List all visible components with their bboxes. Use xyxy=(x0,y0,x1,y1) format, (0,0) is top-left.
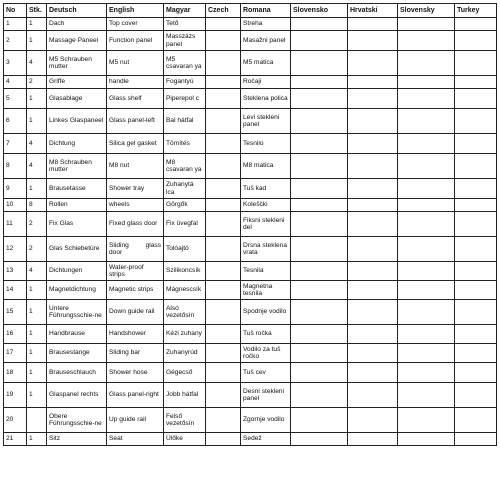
cell-stk: 1 xyxy=(27,344,47,363)
table-row xyxy=(4,76,497,89)
cell-magyar: Tolóajtó xyxy=(164,237,206,262)
cell-magyar: Mágnescsík xyxy=(164,281,206,300)
cell-slovensko xyxy=(291,300,348,325)
cell-slovensky xyxy=(398,89,455,109)
cell-slovensky xyxy=(398,325,455,344)
cell-hrvatski xyxy=(348,363,398,383)
cell-turkey xyxy=(455,199,497,212)
cell-stk: 2 xyxy=(27,237,47,262)
cell-deutsch: Glasablage xyxy=(47,89,107,109)
cell-czech xyxy=(206,344,241,363)
cell-stk: 1 xyxy=(27,31,47,51)
cell-hrvatski xyxy=(348,31,398,51)
cell-no: 2 xyxy=(4,31,27,51)
cell-deutsch: Untere Führungsschie-ne xyxy=(47,300,107,325)
cell-english: Down guide rail xyxy=(107,300,164,325)
cell-english: Glass panel-left xyxy=(107,109,164,134)
cell-slovensky xyxy=(398,179,455,199)
cell-turkey xyxy=(455,179,497,199)
cell-slovensky xyxy=(398,31,455,51)
cell-turkey xyxy=(455,433,497,446)
cell-deutsch: Glas Schiebetüre xyxy=(47,237,107,262)
cell-turkey xyxy=(455,325,497,344)
cell-turkey xyxy=(455,109,497,134)
cell-slovensky xyxy=(398,134,455,154)
cell-romana: Streha xyxy=(241,18,291,31)
cell-stk: 1 xyxy=(27,109,47,134)
cell-no: 8 xyxy=(4,154,27,179)
cell-turkey xyxy=(455,212,497,237)
cell-hrvatski xyxy=(348,134,398,154)
cell-stk: 1 xyxy=(27,300,47,325)
table-row xyxy=(4,109,497,134)
cell-slovensko xyxy=(291,89,348,109)
cell-magyar: Tető xyxy=(164,18,206,31)
cell-czech xyxy=(206,237,241,262)
cell-czech xyxy=(206,154,241,179)
cell-hrvatski xyxy=(348,300,398,325)
parts-table xyxy=(3,3,497,446)
cell-romana: Tesnilo xyxy=(241,134,291,154)
cell-no: 12 xyxy=(4,237,27,262)
cell-slovensky xyxy=(398,383,455,408)
cell-turkey xyxy=(455,31,497,51)
cell-slovensko xyxy=(291,199,348,212)
cell-stk: 2 xyxy=(27,76,47,89)
cell-slovensko xyxy=(291,383,348,408)
cell-czech xyxy=(206,199,241,212)
cell-slovensko xyxy=(291,344,348,363)
cell-english: Magnetic strips xyxy=(107,281,164,300)
cell-romana: Sedež xyxy=(241,433,291,446)
cell-czech xyxy=(206,262,241,281)
cell-english: Glass panel-right xyxy=(107,383,164,408)
cell-deutsch: Brausetasse xyxy=(47,179,107,199)
cell-no: 13 xyxy=(4,262,27,281)
cell-stk: 1 xyxy=(27,433,47,446)
cell-czech xyxy=(206,433,241,446)
cell-czech xyxy=(206,51,241,76)
cell-hrvatski xyxy=(348,76,398,89)
cell-english: Shower hose xyxy=(107,363,164,383)
cell-stk xyxy=(27,408,47,433)
cell-stk: 1 xyxy=(27,179,47,199)
cell-turkey xyxy=(455,281,497,300)
cell-stk: 2 xyxy=(27,212,47,237)
cell-romana: Vodilo za tuš ročko xyxy=(241,344,291,363)
cell-magyar: Bal hátfal xyxy=(164,109,206,134)
cell-no: 7 xyxy=(4,134,27,154)
cell-no: 10 xyxy=(4,199,27,212)
cell-hrvatski xyxy=(348,199,398,212)
cell-romana: Drsna steklena vrata xyxy=(241,237,291,262)
table-row xyxy=(4,325,497,344)
cell-deutsch: Sitz xyxy=(47,433,107,446)
cell-english: Water-proof strips xyxy=(107,262,164,281)
cell-stk: 4 xyxy=(27,262,47,281)
cell-hrvatski xyxy=(348,51,398,76)
cell-turkey xyxy=(455,134,497,154)
cell-turkey xyxy=(455,262,497,281)
cell-magyar: Jobb hátfal xyxy=(164,383,206,408)
cell-slovensko xyxy=(291,179,348,199)
cell-hrvatski xyxy=(348,344,398,363)
table-row xyxy=(4,18,497,31)
cell-stk: 1 xyxy=(27,383,47,408)
header-magyar: Magyar xyxy=(164,4,206,18)
cell-romana: Tesnila xyxy=(241,262,291,281)
cell-deutsch: M8 Schrauben mutter xyxy=(47,154,107,179)
cell-czech xyxy=(206,363,241,383)
cell-romana: Tuš cev xyxy=(241,363,291,383)
cell-turkey xyxy=(455,237,497,262)
cell-stk: 4 xyxy=(27,154,47,179)
cell-romana: Zgornje vodilo xyxy=(241,408,291,433)
cell-magyar: Tömítés xyxy=(164,134,206,154)
cell-slovensky xyxy=(398,199,455,212)
cell-czech xyxy=(206,134,241,154)
cell-slovensky xyxy=(398,237,455,262)
cell-magyar: Zuhanytá lca xyxy=(164,179,206,199)
cell-magyar: Görgők xyxy=(164,199,206,212)
cell-hrvatski xyxy=(348,179,398,199)
cell-czech xyxy=(206,383,241,408)
table-row xyxy=(4,281,497,300)
cell-deutsch: Griffe xyxy=(47,76,107,89)
table-row xyxy=(4,383,497,408)
cell-english: Silica gel gasket xyxy=(107,134,164,154)
cell-romana: Levi stekleni panel xyxy=(241,109,291,134)
cell-english: Top cover xyxy=(107,18,164,31)
table-row xyxy=(4,433,497,446)
cell-slovensky xyxy=(398,281,455,300)
cell-hrvatski xyxy=(348,18,398,31)
cell-magyar: Masszázs panel xyxy=(164,31,206,51)
header-english: English xyxy=(107,4,164,18)
cell-hrvatski xyxy=(348,154,398,179)
cell-romana: Magnetna tesnila xyxy=(241,281,291,300)
cell-czech xyxy=(206,325,241,344)
cell-stk: 1 xyxy=(27,89,47,109)
cell-slovensky xyxy=(398,363,455,383)
cell-no: 19 xyxy=(4,383,27,408)
cell-romana: Steklena polica xyxy=(241,89,291,109)
cell-romana: M8 matica xyxy=(241,154,291,179)
header-row xyxy=(4,4,497,18)
cell-czech xyxy=(206,18,241,31)
table-row xyxy=(4,300,497,325)
table-row xyxy=(4,154,497,179)
cell-romana: Spodnje vodilo xyxy=(241,300,291,325)
cell-czech xyxy=(206,281,241,300)
table-row xyxy=(4,134,497,154)
cell-magyar: Gégecső xyxy=(164,363,206,383)
cell-magyar: Piperepol c xyxy=(164,89,206,109)
cell-english: Function panel xyxy=(107,31,164,51)
cell-slovensky xyxy=(398,109,455,134)
cell-slovensky xyxy=(398,262,455,281)
cell-turkey xyxy=(455,300,497,325)
cell-turkey xyxy=(455,408,497,433)
cell-hrvatski xyxy=(348,109,398,134)
cell-czech xyxy=(206,89,241,109)
cell-czech xyxy=(206,212,241,237)
cell-slovensko xyxy=(291,433,348,446)
cell-deutsch: Obere Führungsschie-ne xyxy=(47,408,107,433)
cell-hrvatski xyxy=(348,212,398,237)
cell-stk: 8 xyxy=(27,199,47,212)
cell-english: Sliding glass door xyxy=(107,237,164,262)
cell-no: 18 xyxy=(4,363,27,383)
cell-hrvatski xyxy=(348,325,398,344)
cell-no: 1 xyxy=(4,18,27,31)
cell-no: 11 xyxy=(4,212,27,237)
cell-no: 9 xyxy=(4,179,27,199)
cell-czech xyxy=(206,179,241,199)
cell-slovensko xyxy=(291,18,348,31)
cell-turkey xyxy=(455,18,497,31)
cell-hrvatski xyxy=(348,89,398,109)
cell-slovensky xyxy=(398,433,455,446)
cell-turkey xyxy=(455,76,497,89)
cell-english: Sliding bar xyxy=(107,344,164,363)
cell-deutsch: Glaspanel rechts xyxy=(47,383,107,408)
cell-stk: 1 xyxy=(27,325,47,344)
cell-slovensko xyxy=(291,363,348,383)
cell-magyar: Alsó vezetősín xyxy=(164,300,206,325)
cell-no: 15 xyxy=(4,300,27,325)
cell-slovensko xyxy=(291,109,348,134)
cell-romana: Masažni panel xyxy=(241,31,291,51)
cell-no: 16 xyxy=(4,325,27,344)
cell-magyar: Kézi zuhany xyxy=(164,325,206,344)
cell-slovensky xyxy=(398,18,455,31)
cell-hrvatski xyxy=(348,433,398,446)
cell-turkey xyxy=(455,51,497,76)
cell-no: 21 xyxy=(4,433,27,446)
cell-slovensky xyxy=(398,212,455,237)
table-row xyxy=(4,408,497,433)
cell-romana: Fiksni stekleni del xyxy=(241,212,291,237)
cell-czech xyxy=(206,76,241,89)
cell-magyar: M8 csavaran ya xyxy=(164,154,206,179)
cell-turkey xyxy=(455,154,497,179)
cell-romana: Tuš ročka xyxy=(241,325,291,344)
cell-no: 20 xyxy=(4,408,27,433)
cell-czech xyxy=(206,408,241,433)
table-row xyxy=(4,262,497,281)
cell-hrvatski xyxy=(348,281,398,300)
cell-romana: Koleščki xyxy=(241,199,291,212)
cell-no: 4 xyxy=(4,76,27,89)
cell-romana: M5 matica xyxy=(241,51,291,76)
cell-magyar: Fogantyú xyxy=(164,76,206,89)
table-row xyxy=(4,31,497,51)
cell-czech xyxy=(206,300,241,325)
cell-deutsch: Fix Glas xyxy=(47,212,107,237)
cell-hrvatski xyxy=(348,383,398,408)
cell-magyar: Zuhanyrúd xyxy=(164,344,206,363)
header-no: No xyxy=(4,4,27,18)
cell-magyar: Ülőke xyxy=(164,433,206,446)
header-hrvatski: Hrvatski xyxy=(348,4,398,18)
cell-deutsch: Linkes Glaspaneel xyxy=(47,109,107,134)
cell-slovensko xyxy=(291,408,348,433)
table-row xyxy=(4,344,497,363)
cell-slovensko xyxy=(291,31,348,51)
cell-english: Fixed glass door xyxy=(107,212,164,237)
cell-english: M5 nut xyxy=(107,51,164,76)
cell-hrvatski xyxy=(348,237,398,262)
cell-hrvatski xyxy=(348,262,398,281)
header-deutsch: Deutsch xyxy=(47,4,107,18)
cell-turkey xyxy=(455,383,497,408)
cell-slovensko xyxy=(291,134,348,154)
cell-slovensky xyxy=(398,154,455,179)
table-row xyxy=(4,363,497,383)
table-row xyxy=(4,199,497,212)
cell-slovensko xyxy=(291,212,348,237)
cell-romana: Ročaji xyxy=(241,76,291,89)
cell-stk: 4 xyxy=(27,51,47,76)
cell-hrvatski xyxy=(348,408,398,433)
cell-magyar: Fix üvegfal xyxy=(164,212,206,237)
cell-slovensky xyxy=(398,76,455,89)
cell-no: 14 xyxy=(4,281,27,300)
cell-deutsch: Dichtung xyxy=(47,134,107,154)
cell-stk: 4 xyxy=(27,134,47,154)
cell-deutsch: Dach xyxy=(47,18,107,31)
cell-english: Shower tray xyxy=(107,179,164,199)
table-row xyxy=(4,237,497,262)
cell-slovensky xyxy=(398,51,455,76)
cell-magyar: Szilikoncsík xyxy=(164,262,206,281)
cell-english: Up guide rail xyxy=(107,408,164,433)
cell-no: 17 xyxy=(4,344,27,363)
cell-deutsch: M5 Schrauben mutter xyxy=(47,51,107,76)
cell-deutsch: Massage Paneel xyxy=(47,31,107,51)
header-slovensky: Slovensky xyxy=(398,4,455,18)
cell-slovensko xyxy=(291,237,348,262)
cell-czech xyxy=(206,109,241,134)
cell-turkey xyxy=(455,344,497,363)
cell-stk: 1 xyxy=(27,363,47,383)
cell-slovensky xyxy=(398,300,455,325)
cell-no: 5 xyxy=(4,89,27,109)
cell-slovensko xyxy=(291,76,348,89)
table-row xyxy=(4,212,497,237)
table-row xyxy=(4,51,497,76)
cell-deutsch: Handbrause xyxy=(47,325,107,344)
cell-deutsch: Dichtungen xyxy=(47,262,107,281)
cell-deutsch: Rollen xyxy=(47,199,107,212)
cell-english: M8 nut xyxy=(107,154,164,179)
cell-slovensko xyxy=(291,325,348,344)
header-czech: Czech xyxy=(206,4,241,18)
cell-stk: 1 xyxy=(27,18,47,31)
cell-turkey xyxy=(455,89,497,109)
header-turkey: Turkey xyxy=(455,4,497,18)
table-row xyxy=(4,179,497,199)
cell-english: wheels xyxy=(107,199,164,212)
cell-magyar: Felső vezetősín xyxy=(164,408,206,433)
cell-deutsch: Brauseschlauch xyxy=(47,363,107,383)
cell-english: Glass shelf xyxy=(107,89,164,109)
cell-english: Handshower xyxy=(107,325,164,344)
cell-no: 3 xyxy=(4,51,27,76)
header-stk: Stk. xyxy=(27,4,47,18)
cell-romana: Tuš kad xyxy=(241,179,291,199)
cell-czech xyxy=(206,31,241,51)
cell-slovensky xyxy=(398,344,455,363)
cell-deutsch: Brausestange xyxy=(47,344,107,363)
header-slovensko: Slovensko xyxy=(291,4,348,18)
cell-slovensko xyxy=(291,281,348,300)
cell-english: handle xyxy=(107,76,164,89)
cell-slovensko xyxy=(291,51,348,76)
cell-deutsch: Magnetdichtung xyxy=(47,281,107,300)
cell-turkey xyxy=(455,363,497,383)
table-row xyxy=(4,89,497,109)
header-romana: Romana xyxy=(241,4,291,18)
cell-slovensko xyxy=(291,154,348,179)
cell-no: 6 xyxy=(4,109,27,134)
cell-slovensko xyxy=(291,262,348,281)
cell-stk: 1 xyxy=(27,281,47,300)
cell-romana: Desni stekleni panel xyxy=(241,383,291,408)
cell-english: Seat xyxy=(107,433,164,446)
cell-slovensky xyxy=(398,408,455,433)
cell-magyar: M5 csavaran ya xyxy=(164,51,206,76)
